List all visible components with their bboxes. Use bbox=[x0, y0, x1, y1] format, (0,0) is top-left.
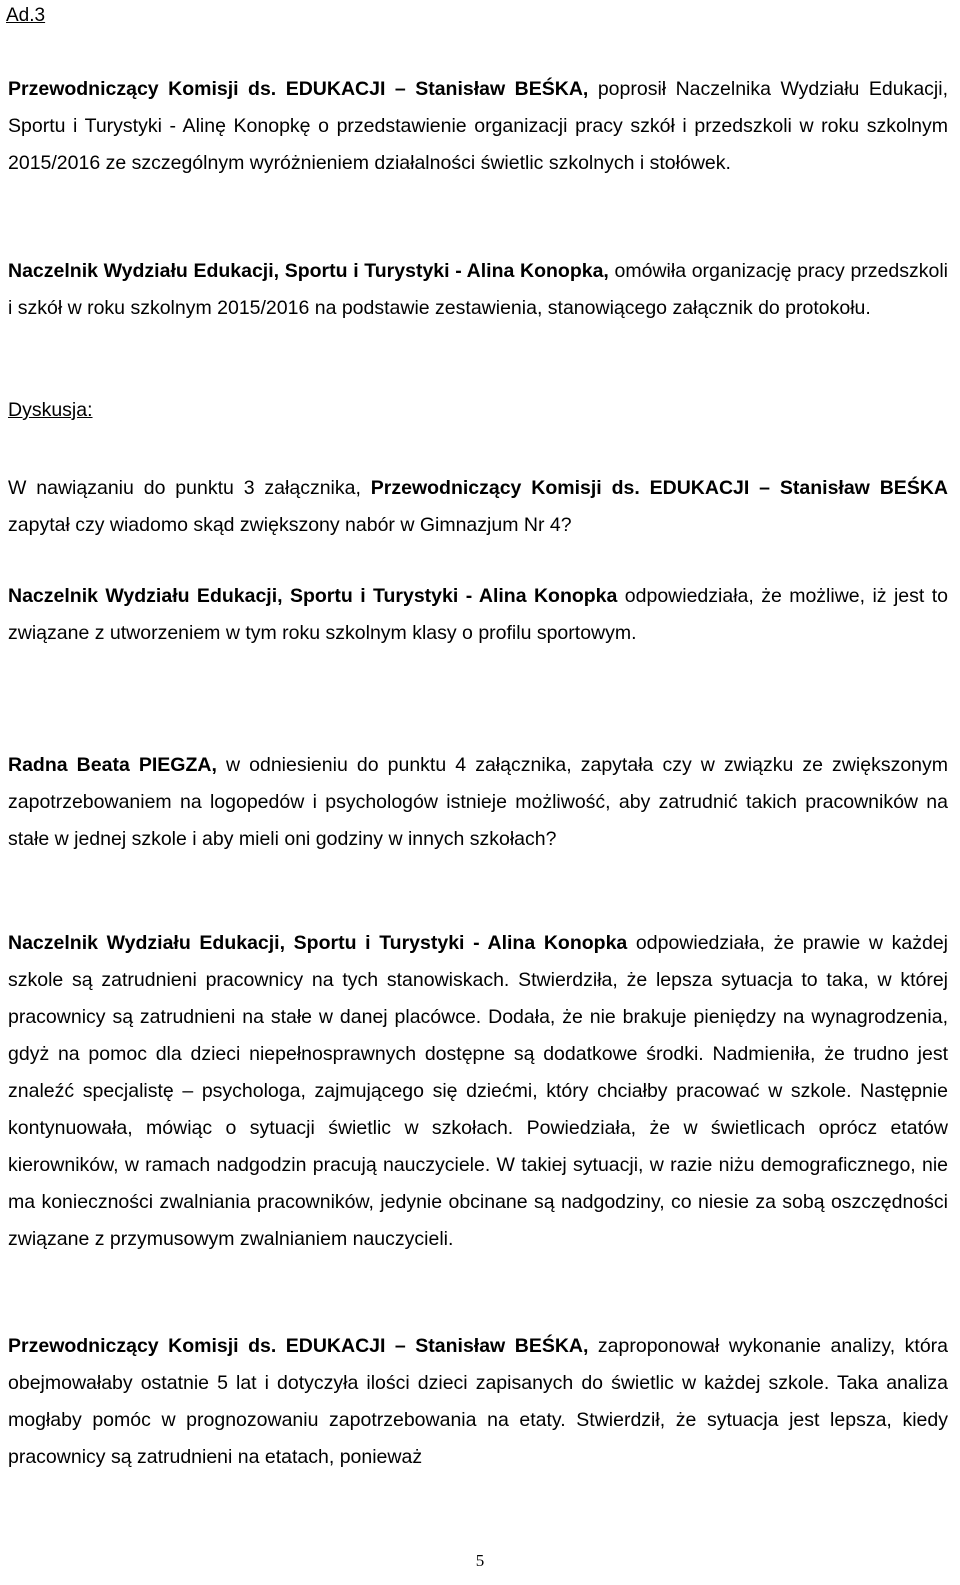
paragraph-answer-gymnasium bbox=[8, 578, 948, 652]
paragraph-text: omówiła organizację pracy przedszkoli i szkół w roku szkolnym 2015/2016 na podstawie zestawienia, stanowiącego załącznik do protokołu. bbox=[8, 260, 948, 319]
speaker-name: Przewodniczący Komisji ds. EDUKACJI – Stanisław BEŚKA, bbox=[8, 1335, 589, 1357]
paragraph-answer-specialists bbox=[8, 925, 948, 1258]
speaker-name: Naczelnik Wydziału Edukacji, Sportu i Turystyki - Alina Konopka bbox=[8, 932, 628, 954]
paragraph-text: odpowiedziała, że prawie w każdej szkole są zatrudnieni pracownicy na tych stanowiskach. Stwierdziła, że lepsza sytuacja to taka, w której pracownicy są zatrudnieni na stałe w danej placówce. Dodała, że nie brakuje pieniędzy na wynagrodzenia, gdyż na pomoc dla dzieci niepełnosprawnych dostępne są dodatkowe środki. Nadmieniła, że trudno jest znaleźć specjalistę – psychologa, zajmującego się dziećmi, który chciałby pracować w szkole. Następnie kontynuowała, mówiąc o sytuacji świetlic w szkołach. Powiedziała, że w świetlicach oprócz etatów kierowników, w ramach nadgodzin pracują nauczyciele. W takiej sytuacji, w razie niżu demograficznego, nie ma konieczności zwalniania pracowników, jedynie obcinane są nadgodziny, co niesie za sobą oszczędności związane z przymusowym zwalnianiem nauczycieli. bbox=[8, 932, 948, 1250]
speaker-name: Naczelnik Wydziału Edukacji, Sportu i Turystyki - Alina Konopka, bbox=[8, 260, 609, 282]
agenda-item-heading: Ad.3 bbox=[6, 5, 46, 26]
paragraph-lead: W nawiązaniu do punktu 3 załącznika, bbox=[8, 477, 371, 499]
paragraph-proposal bbox=[8, 1328, 948, 1476]
paragraph-text: zapytał czy wiadomo skąd zwiększony nabór w Gimnazjum Nr 4? bbox=[8, 514, 572, 536]
paragraph-text: zaproponował wykonanie analizy, która obejmowałaby ostatnie 5 lat i dotyczyła ilości dzieci zapisanych do świetlic w każdej szkole. Taka analiza mogłaby pomóc w prognozowaniu zapotrzebowania na etaty. Stwierdził, że sytuacja jest lepsza, kiedy pracownicy są zatrudnieni na etatach, ponieważ bbox=[8, 1335, 949, 1468]
paragraph-question-specialists bbox=[8, 747, 948, 858]
speaker-name: Przewodniczący Komisji ds. EDUKACJI – Stanisław BEŚKA bbox=[370, 477, 948, 499]
speaker-name: Naczelnik Wydziału Edukacji, Sportu i Turystyki - Alina Konopka bbox=[8, 585, 618, 607]
page-number: 5 bbox=[475, 1551, 485, 1570]
paragraph-intro bbox=[8, 71, 948, 182]
paragraph-question-gymnasium bbox=[8, 470, 948, 544]
paragraph-text: odpowiedziała, że możliwe, iż jest to związane z utworzeniem w tym roku szkolnym klasy o profilu sportowym. bbox=[8, 585, 948, 644]
paragraph-text: poprosił Naczelnika Wydziału Edukacji, Sportu i Turystyki - Alinę Konopkę o przedstawienie organizacji pracy szkół i przedszkoli w roku szkolnym 2015/2016 ze szczególnym wyróżnieniem działalności świetlic szkolnych i stołówek. bbox=[8, 78, 948, 174]
speaker-name: Przewodniczący Komisji ds. EDUKACJI – Stanisław BEŚKA, bbox=[8, 78, 589, 100]
discussion-label: Dyskusja: bbox=[8, 399, 93, 421]
paragraph-text: w odniesieniu do punktu 4 załącznika, zapytała czy w związku ze zwiększonym zapotrzebowaniem na logopedów i psychologów istnieje możliwość, aby zatrudnić takich pracowników na stałe w jednej szkole i aby mieli oni godziny w innych szkołach? bbox=[8, 754, 949, 850]
paragraph-presentation bbox=[8, 253, 948, 327]
speaker-name: Radna Beata PIEGZA, bbox=[8, 754, 217, 776]
